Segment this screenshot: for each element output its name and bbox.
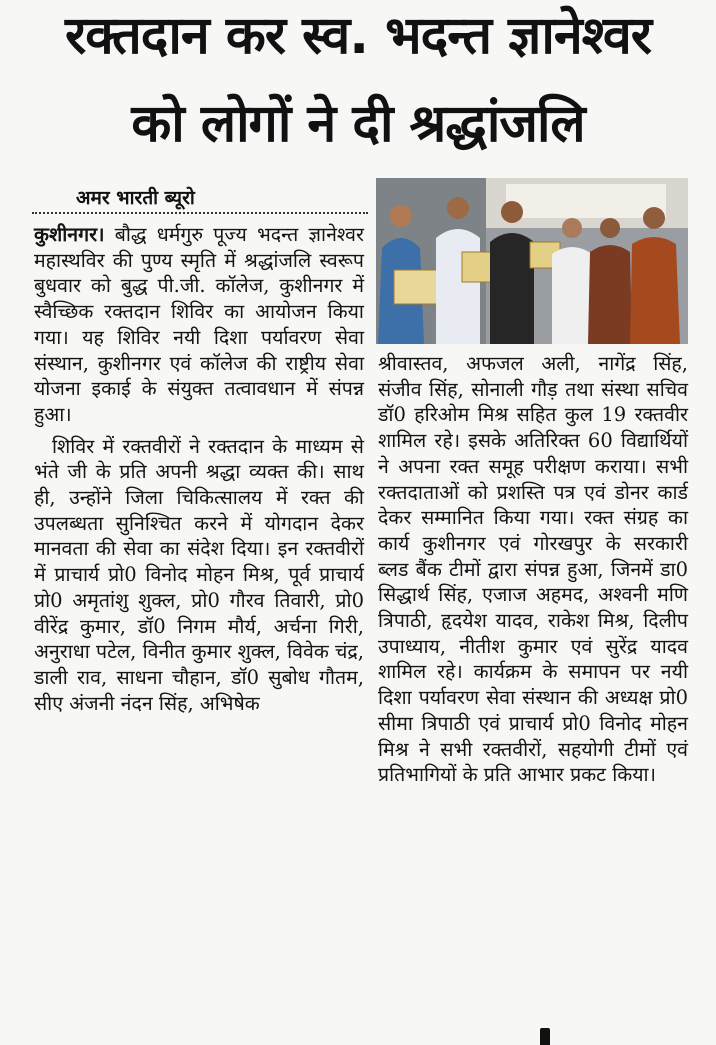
- paragraph-1-text: बौद्ध धर्मगुरु पूज्य भदन्त ज्ञानेश्वर महास्थविर की पुण्य स्मृति में श्रद्धांजलि स्वरूप बुधवार को बुद्ध पी.जी. कॉलेज, कुशीनगर में स्वैच्छिक रक्तदान शिविर का आयोजन किया गया। यह शिविर नयी दिशा पर्यावरण सेवा संस्थान, कुशीनगर एवं कॉलेज की राष्ट्रीय सेवा योजना इकाई के संयुक्त तत्वावधान में संपन्न हुआ।: [34, 223, 365, 426]
- article-paragraph-1: [34, 222, 364, 428]
- article-paragraph-2: शिविर में रक्तवीरों ने रक्तदान के माध्यम से भंते जी के प्रति अपनी श्रद्धा व्यक्त की। साथ ही, उन्होंने जिला चिकित्सालय में रक्त की उपलब्धता सुनिश्चित करने में योगदान देकर मानवता की सेवा का संदेश दिया। इन रक्तवीरों में प्राचार्य प्रो0 विनोद मोहन मिश्र, पूर्व प्राचार्य प्रो0 अमृतांशु शुक्ल, प्रो0 गौरव तिवारी, प्रो0 वीरेंद्र कुमार, डॉ0 निगम मौर्य, अर्चना गिरी, अनुराधा पटेल, विनीत कुमार शुक्ल, विवेक चंद्र, डाली राव, साधना चौहान, डॉ0 सुबोध गौतम, सीए अंजनी नंदन सिंह, अभिषेक: [34, 434, 364, 715]
- photo-illustration: [376, 178, 688, 344]
- dotted-divider: [32, 212, 368, 214]
- article-column-1: [34, 222, 364, 716]
- article-column-2: [378, 351, 688, 788]
- byline: अमर भारती ब्यूरो: [76, 187, 195, 209]
- article-column-2-text: श्रीवास्तव, अफजल अली, नागेंद्र सिंह, संजीव सिंह, सोनाली गौड़ तथा संस्था सचिव डॉ0 हरिओम मिश्र सहित कुल 19 रक्तवीर शामिल रहे। इसके अतिरिक्त 60 विद्यार्थियों ने अपना रक्त समूह परीक्षण कराया। सभी रक्तदाताओं को प्रशस्ति पत्र एवं डोनर कार्ड देकर सम्मानित किया गया। रक्त संग्रह का कार्य कुशीनगर एवं गोरखपुर के सरकारी ब्लड बैंक टीमों द्वारा संपन्न हुआ, जिनमें डा0 सिद्धार्थ सिंह, एजाज अहमद, अश्वनी मणि त्रिपाठी, हृदयेश यादव, राकेश मिश्र, दिलीप उपाध्याय, नीतीश कुमार एवं सुरेंद्र यादव शामिल रहे। कार्यक्रम के समापन पर नयी दिशा पर्यावरण सेवा संस्थान की अध्यक्ष प्रो0 सीमा त्रिपाठी एवं प्राचार्य प्रो0 विनोद मोहन मिश्र ने सभी रक्तवीरों, सहयोगी टीमों एवं प्रतिभागियों के प्रति आभार प्रकट किया।: [378, 352, 688, 787]
- dateline: कुशीनगर।: [34, 223, 105, 246]
- headline-line-2: को लोगों ने दी श्रद्धांजलि: [131, 94, 585, 154]
- page-edge-mark: [540, 1028, 550, 1045]
- event-photo: [376, 178, 688, 344]
- headline-line-1: रक्तदान कर स्व. भदन्त ज्ञानेश्वर: [65, 6, 651, 66]
